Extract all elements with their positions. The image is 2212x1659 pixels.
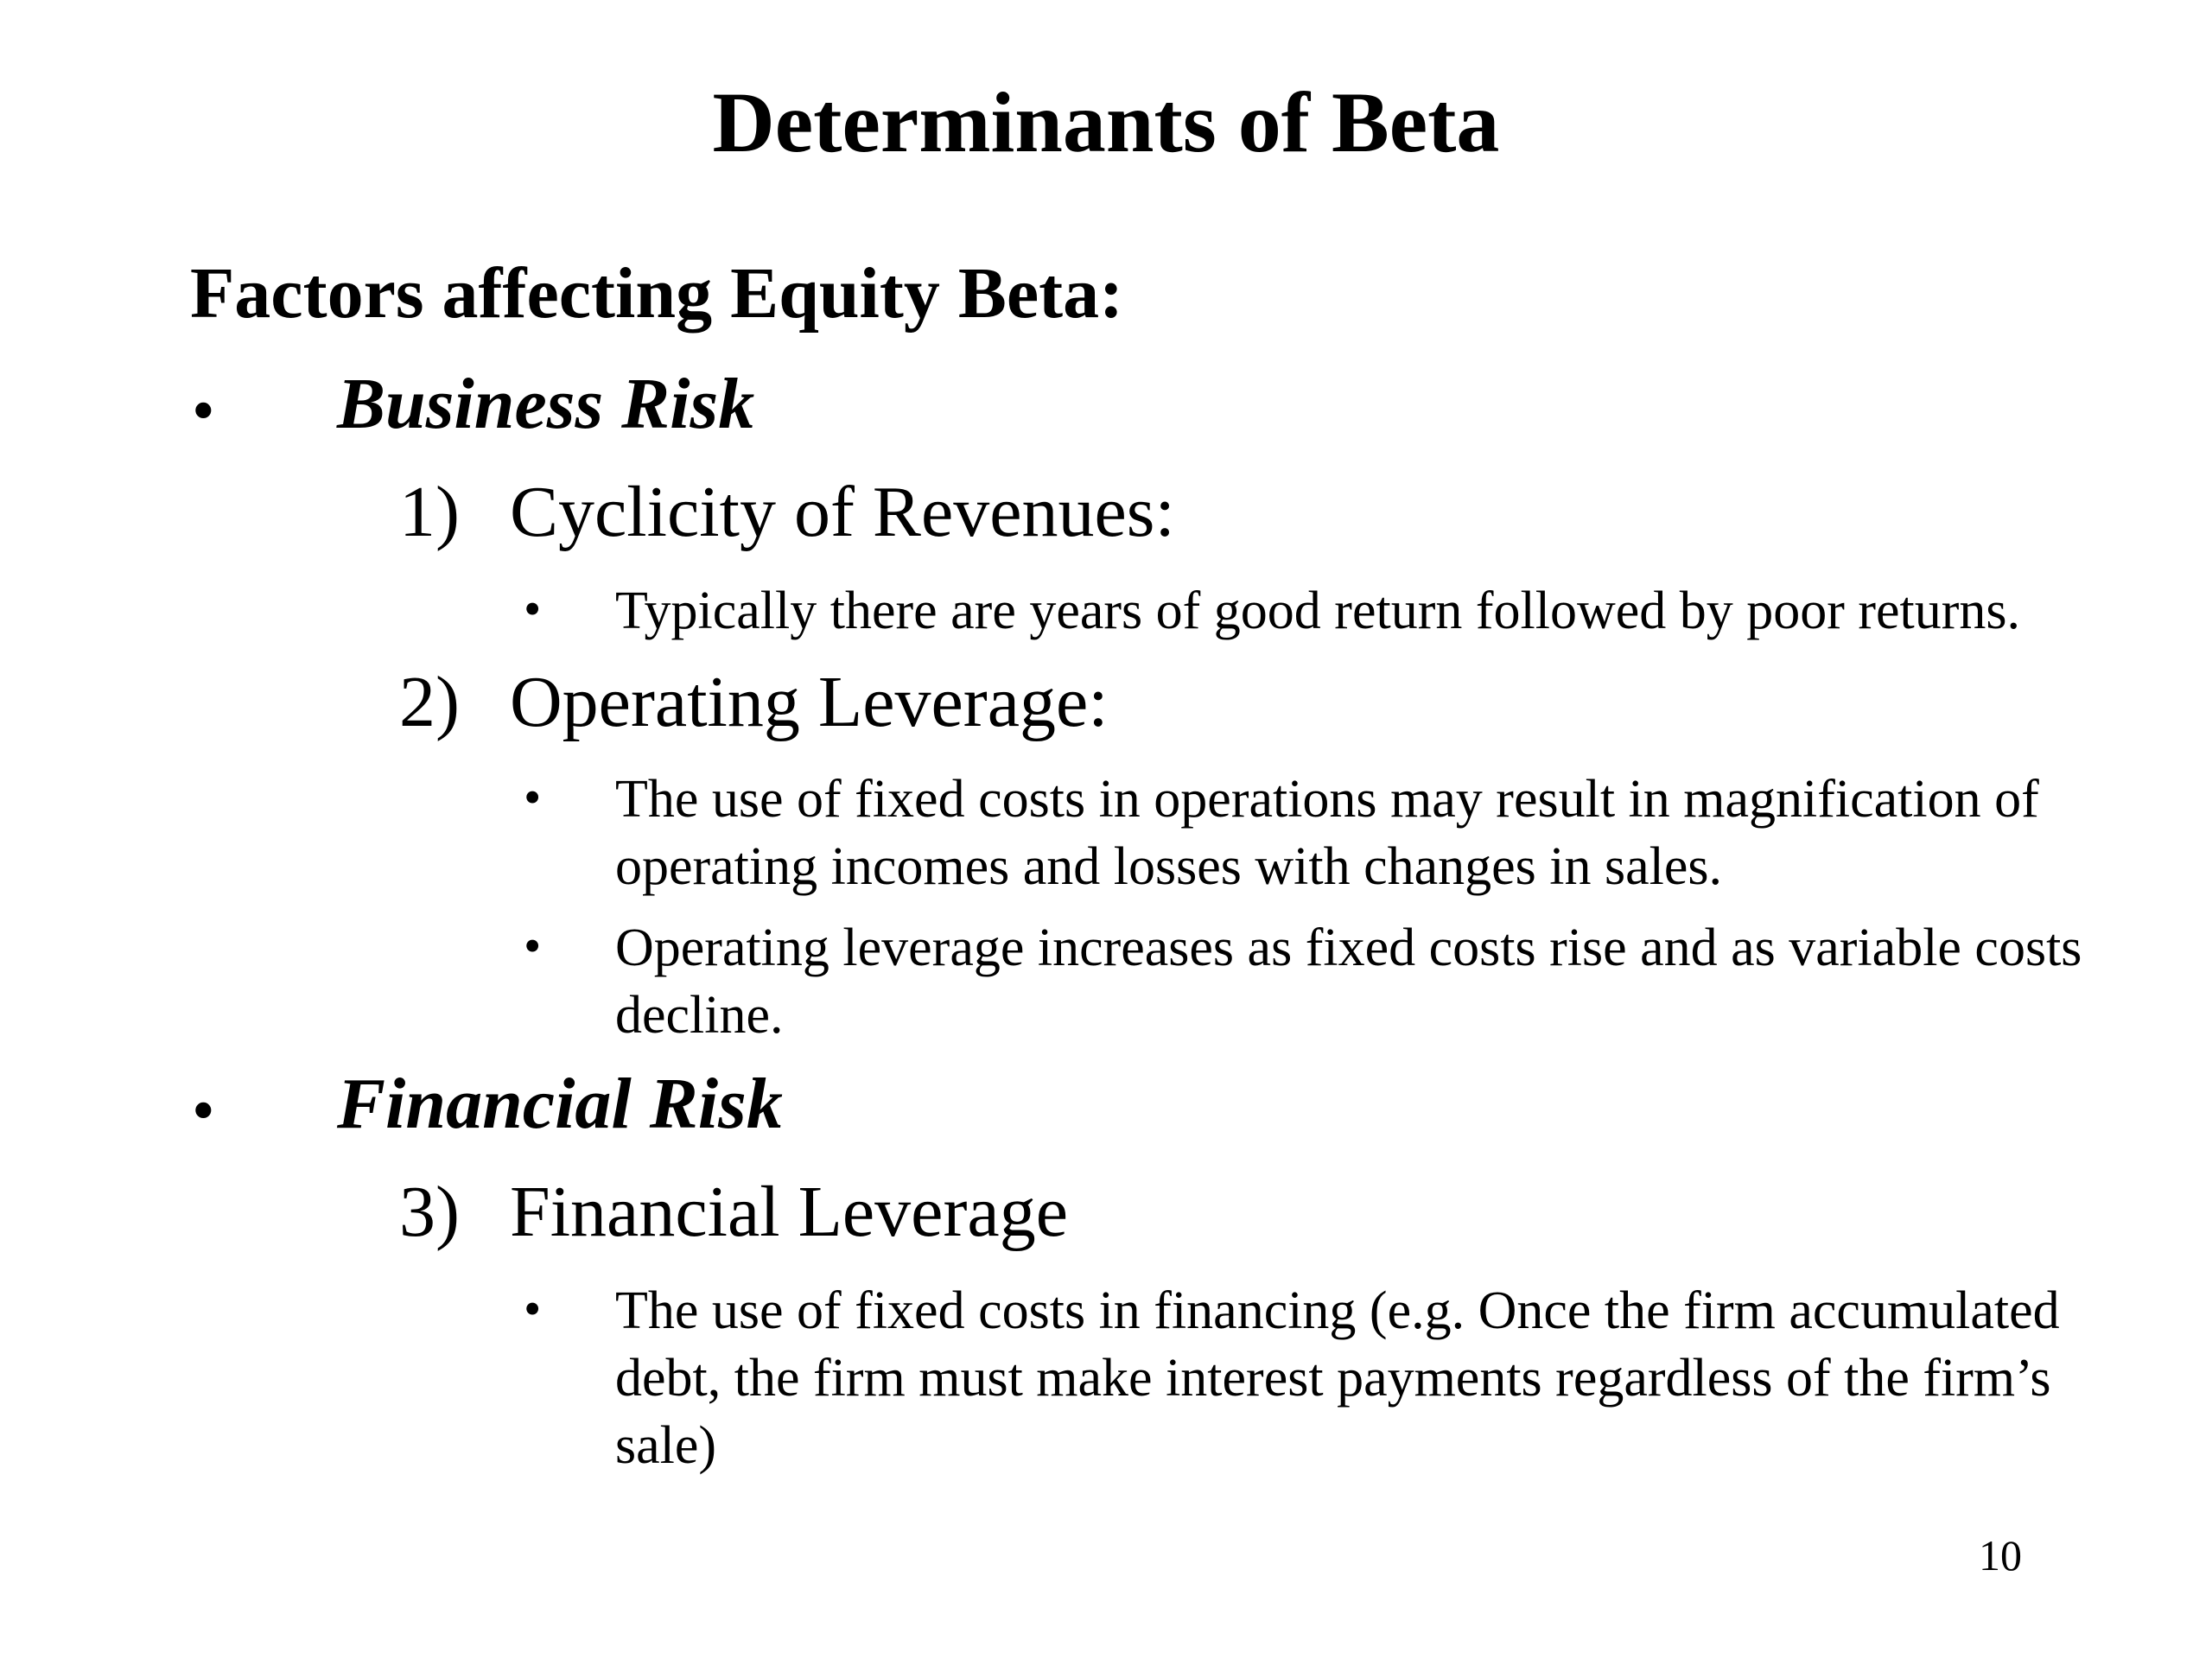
point-financial-leverage-1: The use of fixed costs in financing (e.g. Once the firm accumulated debt, the firm must make interest payments regardless of the firm’s sale) bbox=[615, 1281, 2060, 1475]
item-number-3: 3) bbox=[399, 1172, 460, 1252]
bullet-icon: • bbox=[192, 374, 215, 447]
section-heading: Factors affecting Equity Beta: bbox=[190, 253, 1124, 334]
sub-bullet-icon: • bbox=[524, 769, 542, 825]
point-operating-leverage-1: The use of fixed costs in operations may result in magnification of operating incomes and losses with changes in sales. bbox=[615, 770, 2039, 896]
bullet-icon: • bbox=[192, 1074, 215, 1147]
category-financial-risk: Financial Risk bbox=[337, 1064, 783, 1144]
item-number-2: 2) bbox=[399, 662, 460, 742]
point-operating-leverage-2: Operating leverage increases as fixed costs rise and as variable costs decline. bbox=[615, 918, 2082, 1045]
item-number-1: 1) bbox=[399, 472, 460, 552]
sub-bullet-icon: • bbox=[524, 1281, 542, 1337]
slide-title: Determinants of Beta bbox=[712, 74, 1500, 170]
point-cyclicity-1: Typically there are years of good return followed by poor returns. bbox=[615, 582, 2021, 640]
item-label-cyclicity: Cyclicity of Revenues: bbox=[510, 472, 1175, 552]
page-number: 10 bbox=[1979, 1531, 2022, 1580]
sub-bullet-icon: • bbox=[524, 918, 542, 974]
item-label-financial-leverage: Financial Leverage bbox=[510, 1172, 1068, 1252]
sub-bullet-icon: • bbox=[524, 581, 542, 637]
item-label-operating-leverage: Operating Leverage: bbox=[510, 662, 1109, 742]
category-business-risk: Business Risk bbox=[337, 364, 755, 444]
